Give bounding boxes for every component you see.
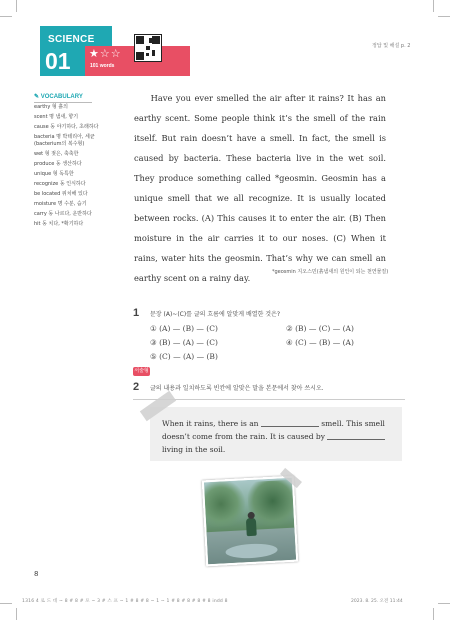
question-1-number: 1 xyxy=(133,307,140,319)
vocab-item: carry 동 나르다, 운반하다 xyxy=(34,211,92,217)
vocabulary-divider xyxy=(34,102,92,103)
descriptive-tag: 서술형 xyxy=(134,368,149,374)
question-2-number: 2 xyxy=(133,381,140,393)
vocab-item: moisture 명 수분, 습기 xyxy=(34,201,87,207)
vocab-item: wet 형 젖은, 축축한 xyxy=(34,151,79,157)
answer-option-3[interactable]: ③ (B) — (A) — (C) xyxy=(150,338,218,347)
vocab-item: hit 동 치다, *확기하다 xyxy=(34,221,84,227)
question-2-text: 글의 내용과 일치하도록 빈칸에 알맞은 말을 본문에서 찾아 쓰시오. xyxy=(150,385,324,392)
vocab-item: produce 동 생산하다 xyxy=(34,161,82,167)
crop-mark xyxy=(433,0,434,12)
word-count: 101 words xyxy=(90,63,115,69)
answer-blank-2[interactable] xyxy=(327,431,385,440)
print-timestamp: 2023. 8. 25. 오전 11:44 xyxy=(351,599,403,604)
summary-part-2: smell. This smell doesn’t come from the rain. It is caused by xyxy=(162,419,385,441)
summary-part-3: living in the soil. xyxy=(162,445,226,454)
child-in-rain-photo xyxy=(202,476,298,567)
crop-mark xyxy=(433,608,434,620)
question-1-text: 문장 (A)~(C)를 글의 흐름에 알맞게 배열한 것은? xyxy=(150,311,281,318)
photo-child xyxy=(246,518,257,536)
crop-mark xyxy=(438,603,450,604)
answer-option-4[interactable]: ④ (C) — (B) — (A) xyxy=(286,338,354,347)
summary-part-1: When it rains, there is an xyxy=(162,419,259,428)
crop-mark xyxy=(16,608,17,620)
vocab-item: bacteria 명 박테리아, 세균 (bacterium의 복수형) xyxy=(34,134,95,147)
qr-code-icon[interactable] xyxy=(134,34,162,62)
answer-option-5[interactable]: ⑤ (C) — (A) — (B) xyxy=(150,352,218,361)
vocabulary-title: ✎ VOCABULARY xyxy=(34,94,83,100)
answer-option-2[interactable]: ② (B) — (C) — (A) xyxy=(286,324,354,333)
passage-footnote: *geosmin 지오스민(흙냄새의 원인이 되는 천연물질) xyxy=(272,269,389,275)
crop-mark xyxy=(16,0,17,12)
reading-passage: Have you ever smelled the air after it rains? It has an earthy scent. Some people think it’s the smell of the rain itself. But rain doesn’t have a smell. In fact, the smell is caused by bacteria. These bacteria live in the wet soil. They produce something called *geosmin. Geosmin has a unique smell that we all recognize. It is usually located between rocks. (A) This causes it to enter the air. (B) Then moisture in the air carries it to our noses. (C) When it rains, water hits the geosmin. That’s why we can smell an earthy scent on a rainy day. xyxy=(134,93,386,283)
subject-tab: SCIENCE xyxy=(40,26,112,48)
vocab-item: cause 동 야기하다, 초래하다 xyxy=(34,124,99,130)
vocab-item: unique 형 독특한 xyxy=(34,171,74,177)
vocabulary-list xyxy=(34,104,119,231)
vocab-item: recognize 동 인식하다 xyxy=(34,181,86,187)
print-file-info: 1316 4 로 드 데 ~ 8 # 8 # 포 ~ 3 # 스 프 ~ 1 # 8 # 8 ~ 1 ~ 1 # 8 # 8 # 8 # 8 indd 8 xyxy=(22,599,228,604)
summary-box xyxy=(150,407,402,461)
answer-blank-1[interactable] xyxy=(261,418,319,427)
answer-reference: 정답 및 해설 p. 2 xyxy=(372,43,411,49)
summary-text xyxy=(162,417,397,456)
photo-tree xyxy=(204,480,246,527)
answer-option-1[interactable]: ① (A) — (B) — (C) xyxy=(150,324,218,333)
page-number: 8 xyxy=(34,570,39,578)
vocab-item: scent 명 냄새, 향기 xyxy=(34,114,79,120)
vocabulary-title-text: VOCABULARY xyxy=(40,94,83,100)
crop-mark xyxy=(0,603,12,604)
vocab-item: earthy 형 흙의 xyxy=(34,104,68,110)
crop-mark xyxy=(0,16,12,17)
difficulty-stars: ★☆☆ xyxy=(89,47,122,60)
crop-mark xyxy=(438,16,450,17)
vocab-item: be located 위치해 있다 xyxy=(34,191,88,197)
lesson-number: 01 xyxy=(40,46,85,76)
